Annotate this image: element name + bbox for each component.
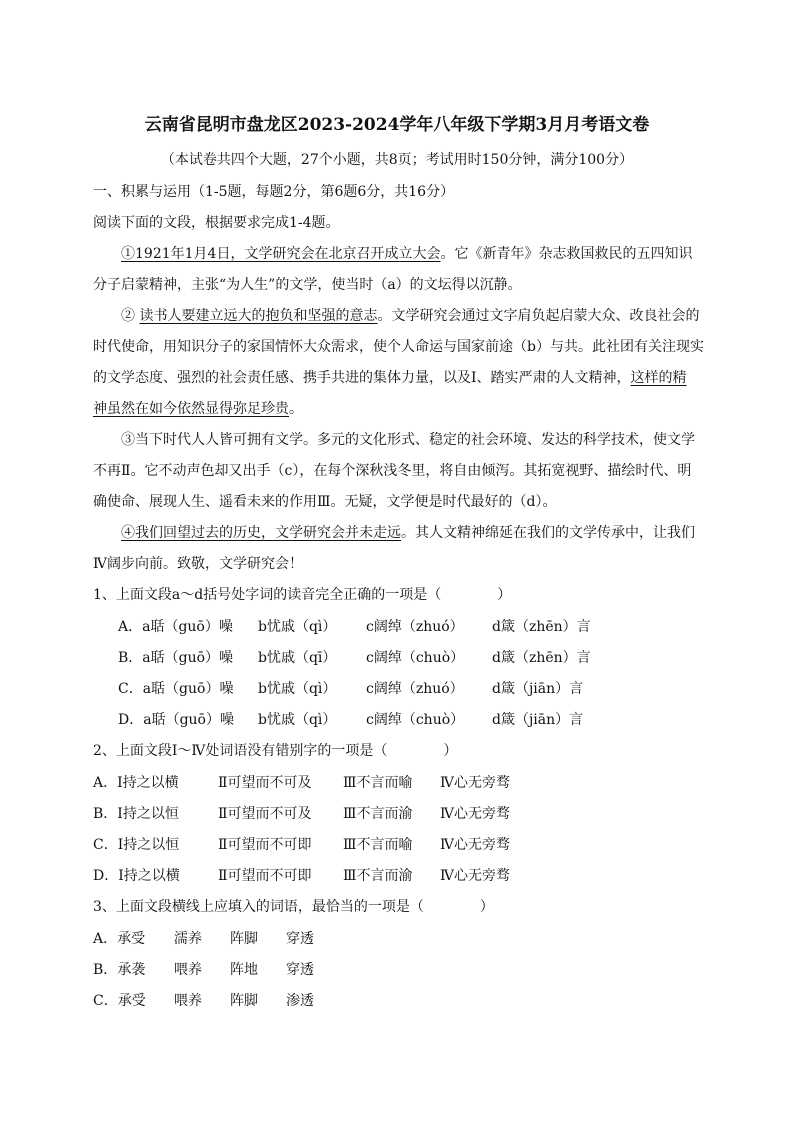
option-part: Ⅱ可望而不可及 xyxy=(218,806,312,822)
question-2-stem: 2、上面文段Ⅰ～Ⅳ处词语没有错别字的一项是（ ） xyxy=(93,743,458,759)
option-part: 阵脚 xyxy=(230,993,258,1009)
option-part: b忧戚（qì） xyxy=(258,681,337,697)
option-part: B．a聒（guō）噪 xyxy=(118,650,234,666)
option-part: 穿透 xyxy=(286,962,314,978)
option-part: Ⅳ心无旁骛 xyxy=(440,837,510,853)
option-part: Ⅱ可望而不可即 xyxy=(218,837,312,853)
exam-title: 云南省昆明市盘龙区2023-2024学年八年级下学期3月月考语文卷 xyxy=(144,115,650,135)
passage-text: 。 xyxy=(289,401,303,417)
underlined-sentence-3b: 神虽然在如今依然显得弥足珍贵 xyxy=(93,401,289,417)
option-part: d箴（zhēn）言 xyxy=(492,619,591,635)
option-part: B．Ⅰ持之以恒 xyxy=(93,806,179,822)
option-part: 喂养 xyxy=(174,993,202,1009)
underlined-sentence-3a: 这样的精 xyxy=(630,370,687,386)
exam-subtitle: （本试卷共四个大题，27个小题，共8页；考试用时150分钟，满分100分） xyxy=(160,152,634,168)
passage-p2-line1 xyxy=(121,306,731,326)
option-part: A．Ⅰ持之以横 xyxy=(93,775,179,791)
option-part: A．a聒（guō）噪 xyxy=(118,619,233,635)
option-part: 渗透 xyxy=(286,993,314,1009)
underlined-sentence-4: ④我们回望过去的历史，文学研究会并未走远 xyxy=(121,525,401,541)
option-part: C．承受 xyxy=(93,993,146,1009)
option-part: A．承受 xyxy=(93,931,146,947)
option-part: 阵脚 xyxy=(230,931,258,947)
option-part: c阔绰（chuò） xyxy=(366,712,465,728)
passage-p1-line1 xyxy=(121,244,731,264)
passage-p3-line3: 确使命、展现人生、遥看未来的作用Ⅲ。无疑，文学便是时代最好的（d）。 xyxy=(93,494,557,510)
option-part: Ⅱ可望而不可及 xyxy=(218,775,312,791)
option-part: Ⅳ心无旁骛 xyxy=(440,806,510,822)
passage-text: 。它《新青年》杂志救国救民的五四知识 xyxy=(440,246,693,262)
option-part: C．Ⅰ持之以恒 xyxy=(93,837,180,853)
option-part: d箴（zhēn）言 xyxy=(492,650,591,666)
option-part: b忧戚（qī） xyxy=(258,650,337,666)
passage-text: 的文学态度、强烈的社会责任感、携手共进的集体力量，以及Ⅰ、踏实严肃的人文精神， xyxy=(93,370,631,386)
option-part: 喂养 xyxy=(174,962,202,978)
passage-p2-line2: 时代使命，用知识分子的家国情怀大众需求，使个人命运与国家前途（b）与共。此社团有关注现实 xyxy=(93,339,704,355)
option-part: 濡养 xyxy=(174,931,202,947)
passage-text: 。文学研究会通过文字肩负起启蒙大众、改良社会的 xyxy=(377,308,700,324)
option-part: Ⅲ不言而渝 xyxy=(343,806,413,822)
option-part: c阔绰（zhuó） xyxy=(366,619,464,635)
option-part: Ⅲ不言而渝 xyxy=(343,868,413,884)
question-3-stem: 3、上面文段横线上应填入的词语，最恰当的一项是（ ） xyxy=(93,899,494,915)
passage-p1-line2: 分子启蒙精神，主张“为人生”的文学，使当时（a）的文坛得以沉静。 xyxy=(93,277,522,293)
passage-p4-line2: Ⅳ阔步向前。致敬，文学研究会！ xyxy=(93,556,303,572)
option-part: 穿透 xyxy=(286,931,314,947)
underlined-sentence-1: ①1921年1月4日，文学研究会在北京召开成立大会 xyxy=(121,246,441,262)
option-part: Ⅳ心无旁骛 xyxy=(440,868,510,884)
option-part: 阵地 xyxy=(230,962,258,978)
option-part: Ⅱ可望而不可即 xyxy=(218,868,312,884)
passage-text: 。其人文精神绵延在我们的文学传承中，让我们 xyxy=(401,525,695,541)
option-part: C．a聒（guō）噪 xyxy=(118,681,234,697)
option-part: c阔绰（chuò） xyxy=(366,650,465,666)
option-part: B．承袭 xyxy=(93,962,146,978)
option-part: b忧戚（qì） xyxy=(258,619,337,635)
option-part: D．a聒（guō）噪 xyxy=(118,712,234,728)
option-part: d箴（jiān）言 xyxy=(492,712,584,728)
option-part: Ⅲ不言而喻 xyxy=(343,837,413,853)
section-heading: 一、积累与运用（1-5题，每题2分，第6题6分，共16分） xyxy=(93,184,455,200)
section-instruction: 阅读下面的文段，根据要求完成1-4题。 xyxy=(93,215,340,231)
passage-p3-line2: 不再Ⅱ。它不动声色却又出手（c），在每个深秋浅冬里，将自由倾泻。其拓宽视野、描绘时代、明 xyxy=(93,463,692,479)
option-part: Ⅳ心无旁骛 xyxy=(440,775,510,791)
option-part: D．Ⅰ持之以横 xyxy=(93,868,180,884)
underlined-sentence-2: 读书人要建立远大的抱负和坚强的意志 xyxy=(139,308,378,324)
option-part: b忧戚（qì） xyxy=(258,712,337,728)
option-part: d箴（jiān）言 xyxy=(492,681,584,697)
question-1-stem: 1、上面文段a～d括号处字词的读音完全正确的一项是（ ） xyxy=(93,587,512,603)
passage-p2-line4 xyxy=(93,399,703,419)
option-part: c阔绰（zhuó） xyxy=(366,681,464,697)
passage-p3-line1: ③当下时代人人皆可拥有文学。多元的文化形式、稳定的社会环境、发达的科学技术，使文学 xyxy=(121,432,695,448)
passage-p2-line3 xyxy=(93,368,703,388)
option-part: Ⅲ不言而喻 xyxy=(343,775,413,791)
passage-text: ② xyxy=(121,308,140,324)
passage-p4-line1 xyxy=(121,523,731,543)
